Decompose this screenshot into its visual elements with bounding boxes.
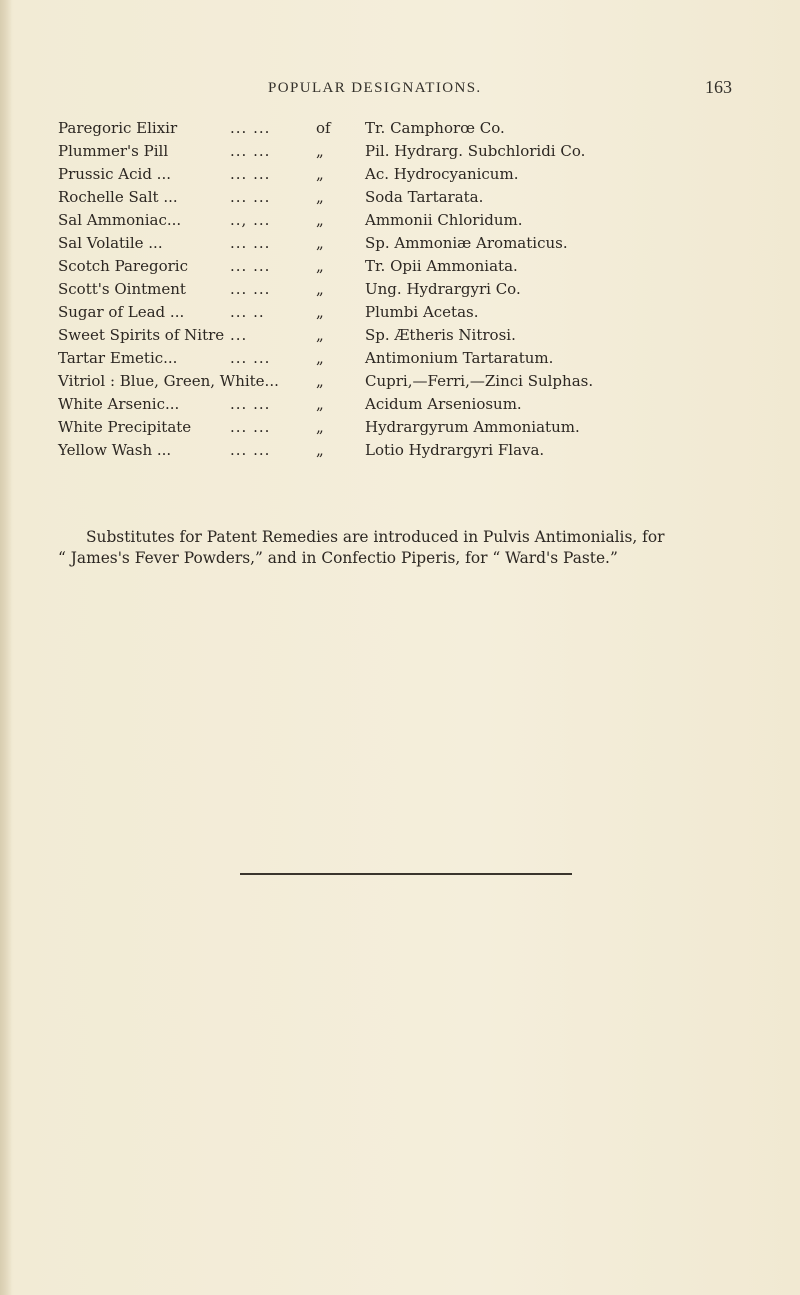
common-name: Prussic Acid ...	[58, 165, 171, 183]
ditto-mark: „	[316, 326, 324, 344]
official-name: Sp. Ætheris Nitrosi.	[365, 326, 516, 344]
dot-leader: ... ...	[230, 257, 271, 275]
common-name: Tartar Emetic...	[58, 349, 178, 367]
official-name: Pil. Hydrarg. Subchloridi Co.	[365, 142, 586, 160]
note-line	[0, 548, 800, 569]
dot-leader: ... ...	[230, 119, 271, 137]
designation-row	[0, 209, 800, 232]
page-number: 163	[705, 77, 732, 97]
designation-row	[0, 278, 800, 301]
common-name: Yellow Wash ...	[58, 441, 172, 459]
official-name: Hydrargyrum Ammoniatum.	[365, 418, 580, 436]
ditto-mark: „	[316, 441, 324, 459]
designation-row	[0, 255, 800, 278]
running-title: POPULAR DESIGNATIONS.	[268, 80, 482, 96]
ditto-mark: „	[316, 188, 324, 206]
ditto-mark: „	[316, 349, 324, 367]
common-name: Vitriol : Blue, Green, White...	[58, 372, 279, 390]
common-name: Scotch Paregoric	[58, 257, 188, 275]
dot-leader: ... ...	[230, 349, 271, 367]
note-text-line-2: “ James's Fever Powders,” and in Confectio Piperis, for “ Ward's Paste.”	[58, 549, 618, 567]
official-name: Acidum Arseniosum.	[365, 395, 522, 413]
section-divider-rule	[240, 873, 572, 875]
note-line	[0, 527, 800, 548]
ditto-mark: „	[316, 280, 324, 298]
ditto-mark: „	[316, 418, 324, 436]
designation-row	[0, 370, 800, 393]
ditto-mark: „	[316, 257, 324, 275]
designation-row	[0, 301, 800, 324]
common-name: Paregoric Elixir	[58, 119, 178, 137]
official-name: Sp. Ammoniæ Aromaticus.	[365, 234, 568, 252]
dot-leader: ... ...	[230, 188, 271, 206]
official-name: Ung. Hydrargyri Co.	[365, 280, 521, 298]
common-name: Sal Volatile ...	[58, 234, 163, 252]
dot-leader: ... ...	[230, 395, 271, 413]
common-name: Plummer's Pill	[58, 142, 169, 160]
common-name: White Arsenic...	[58, 395, 180, 413]
dot-leader: ... ...	[230, 165, 271, 183]
ditto-mark: „	[316, 395, 324, 413]
designation-row	[0, 393, 800, 416]
official-name: Antimonium Tartaratum.	[365, 349, 554, 367]
ditto-mark: „	[316, 372, 324, 390]
common-name: Rochelle Salt ...	[58, 188, 178, 206]
official-name: Ac. Hydrocyanicum.	[365, 165, 519, 183]
common-name: Scott's Ointment	[58, 280, 186, 298]
ditto-mark: „	[316, 234, 324, 252]
designation-row	[0, 117, 800, 140]
dot-leader: ...	[230, 326, 248, 344]
dot-leader: ... ..	[230, 303, 265, 321]
dot-leader: ... ...	[230, 142, 271, 160]
official-name: Cupri,—Ferri,—Zinci Sulphas.	[365, 372, 594, 390]
dot-leader: .., ...	[230, 211, 271, 229]
substitutes-note	[0, 527, 800, 569]
official-name: Soda Tartarata.	[365, 188, 484, 206]
designations-list	[0, 117, 800, 462]
common-name: Sal Ammoniac...	[58, 211, 182, 229]
common-name: Sugar of Lead ...	[58, 303, 185, 321]
dot-leader: ... ...	[230, 441, 271, 459]
official-name: Plumbi Acetas.	[365, 303, 479, 321]
designation-row	[0, 140, 800, 163]
designation-row	[0, 439, 800, 462]
ditto-mark: „	[316, 211, 324, 229]
ditto-mark: „	[316, 303, 324, 321]
dot-leader: ... ...	[230, 418, 271, 436]
common-name: White Precipitate	[58, 418, 192, 436]
ditto-mark: „	[316, 142, 324, 160]
ditto-mark: of	[316, 119, 331, 137]
official-name: Lotio Hydrargyri Flava.	[365, 441, 545, 459]
dot-leader: ... ...	[230, 280, 271, 298]
note-text-line-1: Substitutes for Patent Remedies are introduced in Pulvis Antimonialis, for	[86, 528, 665, 546]
designation-row	[0, 163, 800, 186]
official-name: Ammonii Chloridum.	[365, 211, 523, 229]
designation-row	[0, 416, 800, 439]
common-name: Sweet Spirits of Nitre	[58, 326, 225, 344]
designation-row	[0, 232, 800, 255]
designation-row	[0, 324, 800, 347]
official-name: Tr. Opii Ammoniata.	[365, 257, 518, 275]
official-name: Tr. Camphorœ Co.	[365, 119, 505, 137]
page-header	[0, 77, 800, 102]
designation-row	[0, 186, 800, 209]
ditto-mark: „	[316, 165, 324, 183]
designation-row	[0, 347, 800, 370]
dot-leader: ... ...	[230, 234, 271, 252]
